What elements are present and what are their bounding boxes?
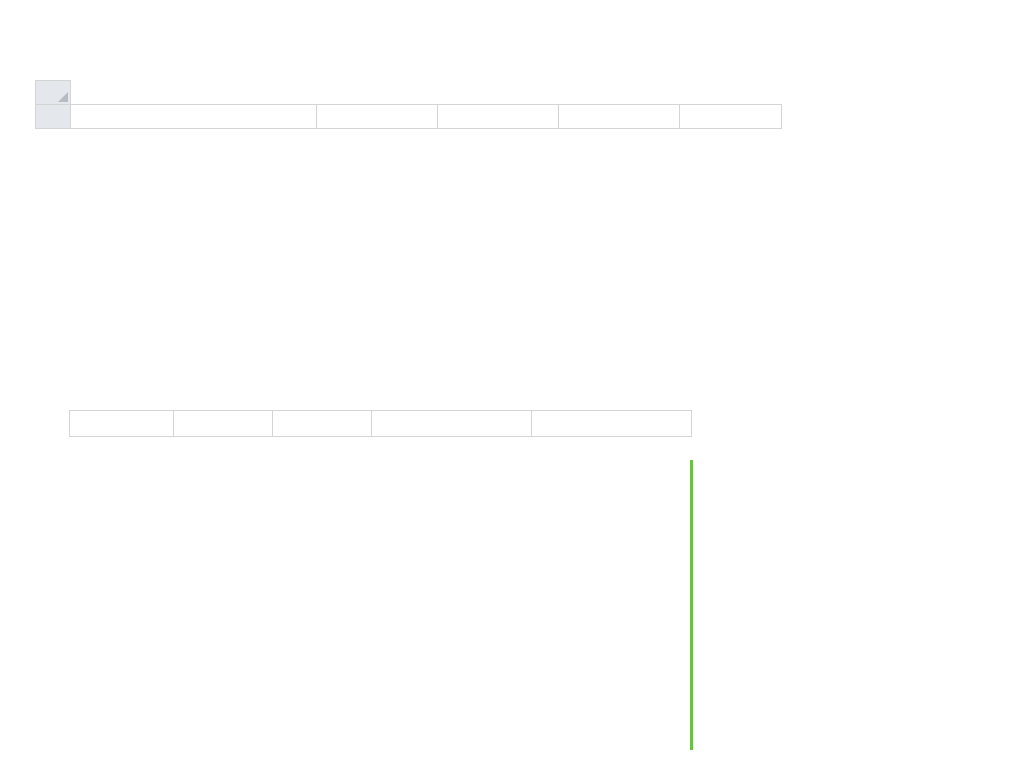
row-header[interactable]	[36, 105, 71, 129]
green-border-edge	[690, 460, 693, 750]
cell[interactable]	[438, 105, 559, 129]
cell[interactable]	[559, 105, 680, 129]
pro-forma-table-bottom	[69, 410, 692, 436]
cell[interactable]	[70, 410, 174, 436]
cell[interactable]	[317, 105, 438, 129]
cell[interactable]	[680, 105, 782, 129]
header-row	[36, 129, 782, 179]
blank-row	[70, 410, 692, 436]
row-1	[36, 105, 782, 129]
cell[interactable]	[372, 410, 532, 436]
pro-forma-information-label[interactable]	[71, 105, 317, 129]
column-header-row	[36, 81, 782, 105]
select-all-corner[interactable]	[36, 81, 71, 105]
cell[interactable]	[532, 410, 692, 436]
cell[interactable]	[174, 410, 273, 436]
pro-forma-table-top	[35, 80, 782, 179]
cell[interactable]	[273, 410, 372, 436]
